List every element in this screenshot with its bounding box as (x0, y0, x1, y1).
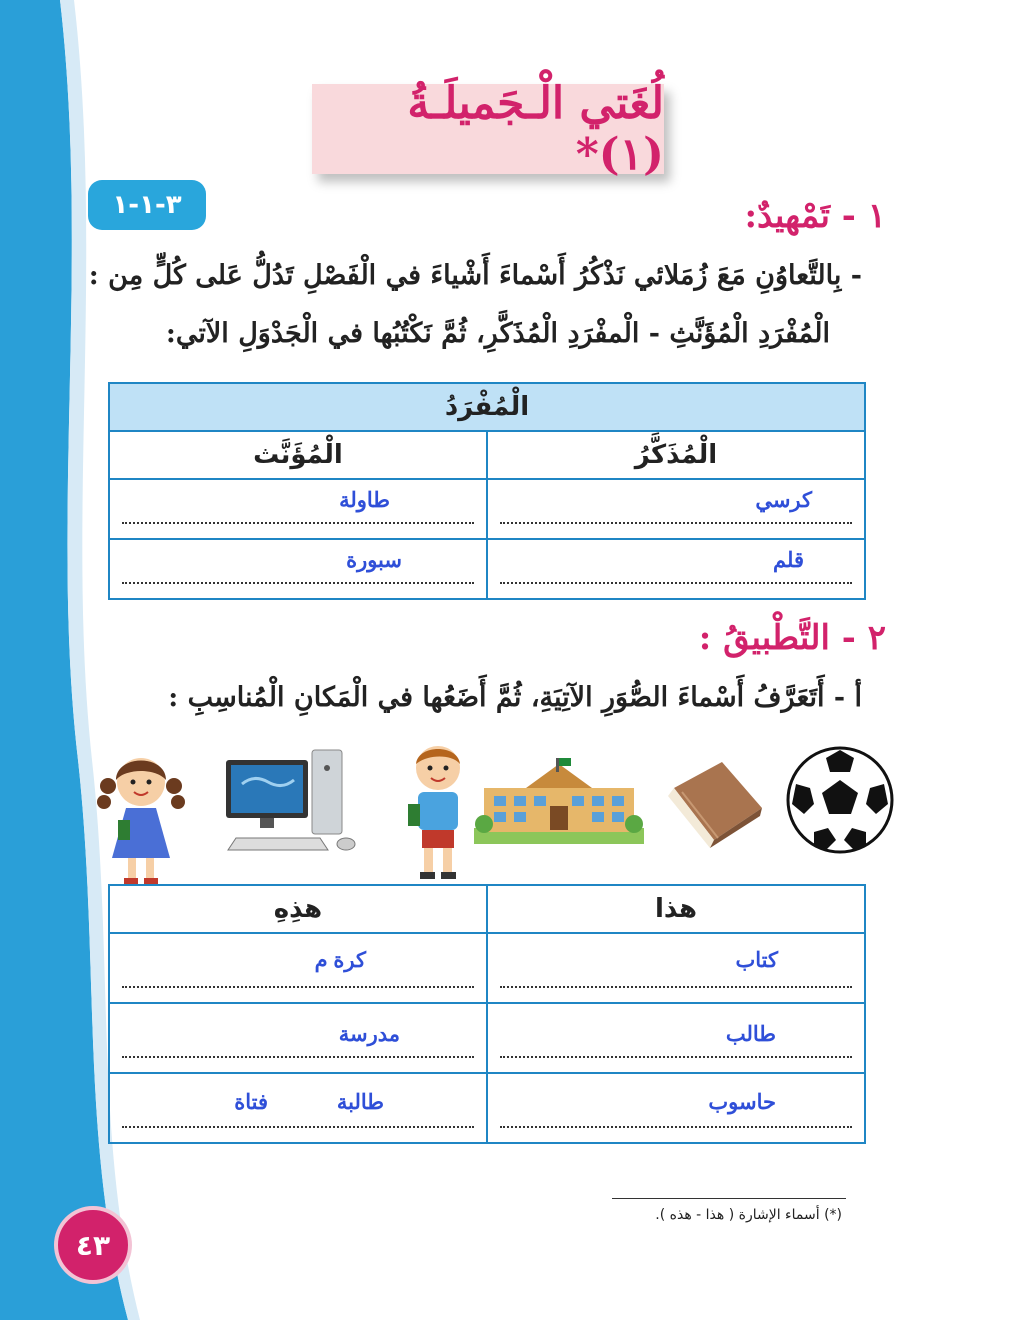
boy-icon (404, 742, 472, 884)
section1-instruction-line1: - بِالتَّعاوُنِ مَعَ زُمَلائي نَذْكُرُ أَسْماءَ أَشْياءَ في الْفَصْلِ تَدُلُّ عَلى كُلٍّ مِن : (88, 260, 862, 291)
table1-col-masculine: الْمُذَكَّرُ (487, 431, 865, 479)
answer-text: كتاب (735, 949, 778, 972)
answer-text: طالب (725, 1023, 776, 1046)
answer-text: طاولة (339, 489, 390, 512)
table2-row3-feminine-cell[interactable] (109, 1073, 487, 1143)
footnote-divider (612, 1198, 846, 1199)
football-icon (784, 744, 896, 856)
dotted-answer-line (500, 1126, 852, 1128)
table2-col-hathihi: هذِهِ (109, 885, 487, 933)
book-icon (660, 758, 766, 850)
table1-col-feminine: الْمُؤَنَّث (109, 431, 487, 479)
table2-row2-masculine-cell[interactable] (487, 1003, 865, 1073)
dotted-answer-line (122, 986, 474, 988)
girl-icon (96, 750, 186, 886)
dotted-answer-line (500, 582, 852, 584)
table1-row1-masculine-cell[interactable] (487, 479, 865, 539)
table2-row3-masculine-cell[interactable] (487, 1073, 865, 1143)
dotted-answer-line (500, 522, 852, 524)
section2-instruction: أ - أَتَعَرَّفُ أَسْماءَ الصُّوَرِ الآتِيَةِ، ثُمَّ أَضَعُها في الْمَكانِ الْمُناسِبِ : (168, 682, 862, 713)
answer-text: حاسوب (708, 1091, 776, 1114)
school-icon (474, 758, 644, 848)
section1-instruction-line2: الْمُفْرَدِ الْمُؤَنَّثِ - الْمفْرَدِ الْمُذَكَّرِ، ثُمَّ نَكْتُبُها في الْجَدْوَلِ الآتي: (165, 318, 830, 349)
page-number: ٤٣ (54, 1206, 132, 1284)
title-banner (312, 78, 664, 180)
section1-heading: ١ - تَمْهيدٌ: (744, 196, 886, 236)
answer-text: طالبة (336, 1091, 384, 1114)
singular-table (108, 382, 866, 600)
table1-header: الْمُفْرَدُ (109, 383, 865, 431)
dotted-answer-line (500, 1056, 852, 1058)
table1-row2-feminine-cell[interactable] (109, 539, 487, 599)
lesson-code-badge: ٣-١-١ (88, 180, 206, 230)
answer-text: كرسي (755, 489, 812, 512)
table1-row1-feminine-cell[interactable] (109, 479, 487, 539)
footnote: (*) أسماء الإشارة ( هذا - هذه ). (655, 1207, 842, 1223)
dotted-answer-line (122, 582, 474, 584)
table2-row2-feminine-cell[interactable] (109, 1003, 487, 1073)
section2-heading: ٢ - التَّطْبيقُ : (698, 618, 886, 658)
dotted-answer-line (122, 1056, 474, 1058)
answer-text-second: فتاة (234, 1091, 268, 1114)
answer-text: كرة م (314, 949, 366, 972)
dotted-answer-line (500, 986, 852, 988)
answer-text: قلم (773, 549, 804, 572)
answer-text: سبورة (346, 549, 402, 572)
table1-row2-masculine-cell[interactable] (487, 539, 865, 599)
computer-icon (224, 748, 362, 856)
table2-row1-masculine-cell[interactable] (487, 933, 865, 1003)
table2-row1-feminine-cell[interactable] (109, 933, 487, 1003)
answer-text: مدرسة (338, 1023, 400, 1046)
page-title: لُغَتي الْـجَميلَـةُ (١)* (407, 78, 664, 180)
table2-col-hatha: هذا (487, 885, 865, 933)
dotted-answer-line (122, 522, 474, 524)
dotted-answer-line (122, 1126, 474, 1128)
demonstratives-table (108, 884, 866, 1144)
